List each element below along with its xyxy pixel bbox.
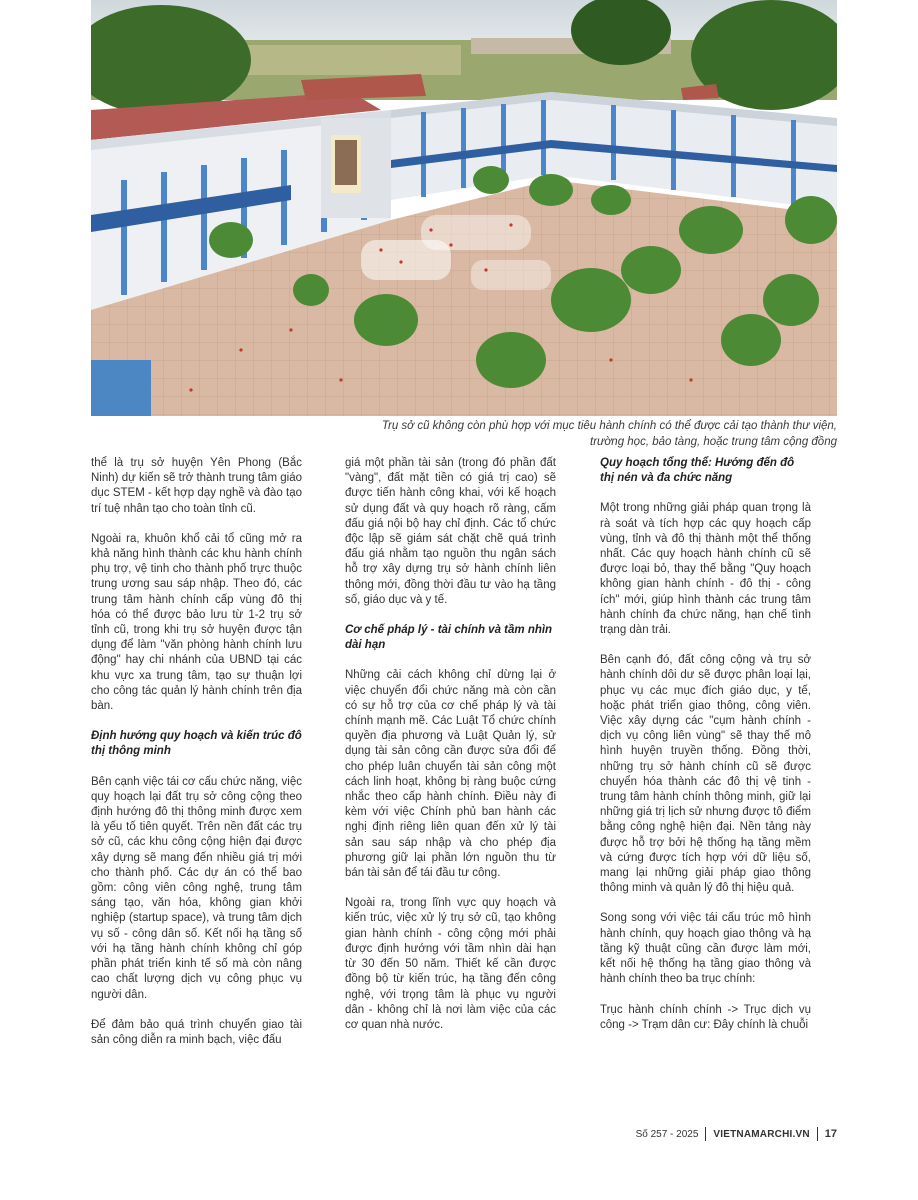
section-heading: Định hướng quy hoạch và kiến trúc đô thị thông minh	[91, 730, 302, 758]
paragraph: Song song với việc tái cấu trúc mô hình hành chính, quy hoạch giao thông và hạ tầng kỹ thuật cũng cần được làm mới, kết nối hệ thống hạ tầng giao thông và hành chính theo ba trục chính:	[600, 912, 811, 986]
page-number: 17	[824, 1128, 837, 1140]
paragraph: thể là trụ sở huyện Yên Phong (Bắc Ninh) dự kiến sẽ trở thành trung tâm giáo dục STEM - kết hợp dạy nghề và đào tạo trí tuệ nhân tạo cho toàn tỉnh cũ.	[91, 457, 302, 515]
article-column-2	[345, 456, 556, 1048]
paragraph: giá một phần tài sản (trong đó phần đất "vàng", đất mặt tiền có giá trị cao) sẽ được tiến hành công khai, với kế hoạch sử dụng đất và quy hoạch rõ ràng, cấm đấu giá nội bộ hay chỉ định. Các tổ chức độc lập sẽ giám sát chặt chẽ quá trình đấu giá nhằm tạo nguồn thu ngân sách hỗ trợ xây dựng trụ sở hành chính liên thông mới, đồng thời đầu tư vào hạ tầng số, giáo dục và y tế.	[345, 457, 556, 606]
paragraph: Bên cạnh đó, đất công cộng và trụ sở hành chính dôi dư sẽ được phân loại lại, phục vụ các mục đích giáo dục, y tế, hoặc phát triển giao thông, công viên. Việc xây dựng các "cụm hành chính - dịch vụ công liên vùng" sẽ thay thế mô hình huyện truyền thống. Đồng thời, những trụ sở hành chính cũ sẽ được chuyển hóa thành các đô thị vệ tinh - trung tâm hành chính thông minh, giữ lại những giá trị lịch sử nhưng được tô điểm bằng công nghệ hiện đại. Nền tảng này được hỗ trợ bởi hệ thống hạ tầng mềm và cứng được tích hợp với dữ liệu số, mang lại những giải pháp giao thông thông minh và quản lý đô thị hiệu quả.	[600, 654, 811, 895]
caption-line-1: Trụ sở cũ không còn phù hợp với mục tiêu hành chính có thể được cải tạo thành thư viện,	[381, 420, 837, 432]
footer-divider	[705, 1127, 706, 1141]
paragraph: Ngoài ra, trong lĩnh vực quy hoạch và kiến trúc, việc xử lý trụ sở cũ, tạo không gian hành chính - công cộng mới phải được định hướng với tầm nhìn dài hạn từ 30 đến 50 năm. Thiết kế cần được đồng bộ từ kiến trúc, hạ tầng đến công nghệ, với trọng tâm là phục vụ người dân - không chỉ là nơi làm việc của các cơ quan nhà nước.	[345, 897, 556, 1031]
article-column-1	[91, 456, 302, 1063]
paragraph: Những cải cách không chỉ dừng lại ở việc chuyển đổi chức năng mà còn cần có sự hỗ trợ của cơ chế pháp lý và tài chính mạnh mẽ. Các Luật Tổ chức chính quyền địa phương và Luật Quản lý, sử dụng tài sản công cần được sửa đổi để cho phép luân chuyển tài sản công một cách linh hoạt, không bị ràng buộc cứng nhắc theo cấp hành chính. Điều này đi kèm với việc Chính phủ ban hành các nghị định riêng liên quan đến xử lý tài sản sau sáp nhập và cho phép địa phương giữ lại phần lớn nguồn thu từ bán tài sản để tái đầu tư công.	[345, 669, 556, 880]
section-heading: Cơ chế pháp lý - tài chính và tầm nhìn dài hạn	[345, 624, 553, 652]
page-footer	[636, 1127, 837, 1141]
paragraph: Một trong những giải pháp quan trọng là rà soát và tích hợp các quy hoạch cấp vùng, tỉnh và đô thị thành một thể thống nhất. Các quy hoạch hành chính cũ sẽ được loại bỏ, thay thế bằng "Quy hoạch không gian hành chính - đô thị - công ích" mới, giúp hình thành các trung tâm hành chính đa chức năng, hạn chế tình trạng dàn trải.	[600, 502, 811, 637]
issue-number: Số 257 - 2025	[635, 1128, 699, 1140]
section-heading: Quy hoạch tổng thể: Hướng đến đô thị nén và đa chức năng	[600, 457, 795, 485]
paragraph: Trục hành chính chính -> Trục dịch vụ công -> Trạm dân cư: Đây chính là chuỗi	[600, 1003, 811, 1031]
caption-line-2: trường học, bảo tàng, hoặc trung tâm cộng đồng	[590, 436, 837, 448]
paragraph: Ngoài ra, khuôn khổ cải tổ cũng mở ra khả năng hình thành các khu hành chính phụ trợ, vệ tinh cho thành phố trực thuộc trung ương sau sáp nhập. Theo đó, các trung tâm hành chính cấp vùng đô thị hóa có thể được bảo lưu từ 1-2 trụ sở tỉnh cũ, trong khi trụ sở huyện được tận dụng để làm "văn phòng hành chính lưu động" hay chi nhánh của UBND tại các khu vực xa trung tâm, tạo sự thuận lợi cho công tác quản lý hành chính trên địa bàn.	[91, 532, 302, 713]
site-name: VIETNAMARCHI.VN	[713, 1128, 810, 1140]
paragraph: Bên cạnh việc tái cơ cấu chức năng, việc quy hoạch lại đất trụ sở công cộng theo định hướng đô thị thông minh được xem là yếu tố tiên quyết. Trên nền đất các trụ sở cũ, các khu công cộng hiện đại được xây dựng sẽ mang đến nhiều giá trị mới cho thành phố. Các dự án có thể bao gồm: công viên công nghệ, trung tâm sáng tạo, văn hóa, không gian khởi nghiệp (startup space), và trung tâm dịch vụ số - công dân số. Kết nối hạ tầng số với hạ tầng hành chính không chỉ góp phần phát triển kinh tế số mà còn nâng cao chất lượng dịch vụ công phục vụ người dân.	[91, 775, 302, 1001]
footer-divider	[817, 1127, 818, 1141]
article-column-3	[600, 456, 811, 1048]
school-courtyard-photo	[91, 0, 837, 416]
paragraph: Để đảm bảo quá trình chuyển giao tài sản công diễn ra minh bạch, việc đấu	[91, 1018, 302, 1046]
photo-caption	[91, 418, 837, 450]
